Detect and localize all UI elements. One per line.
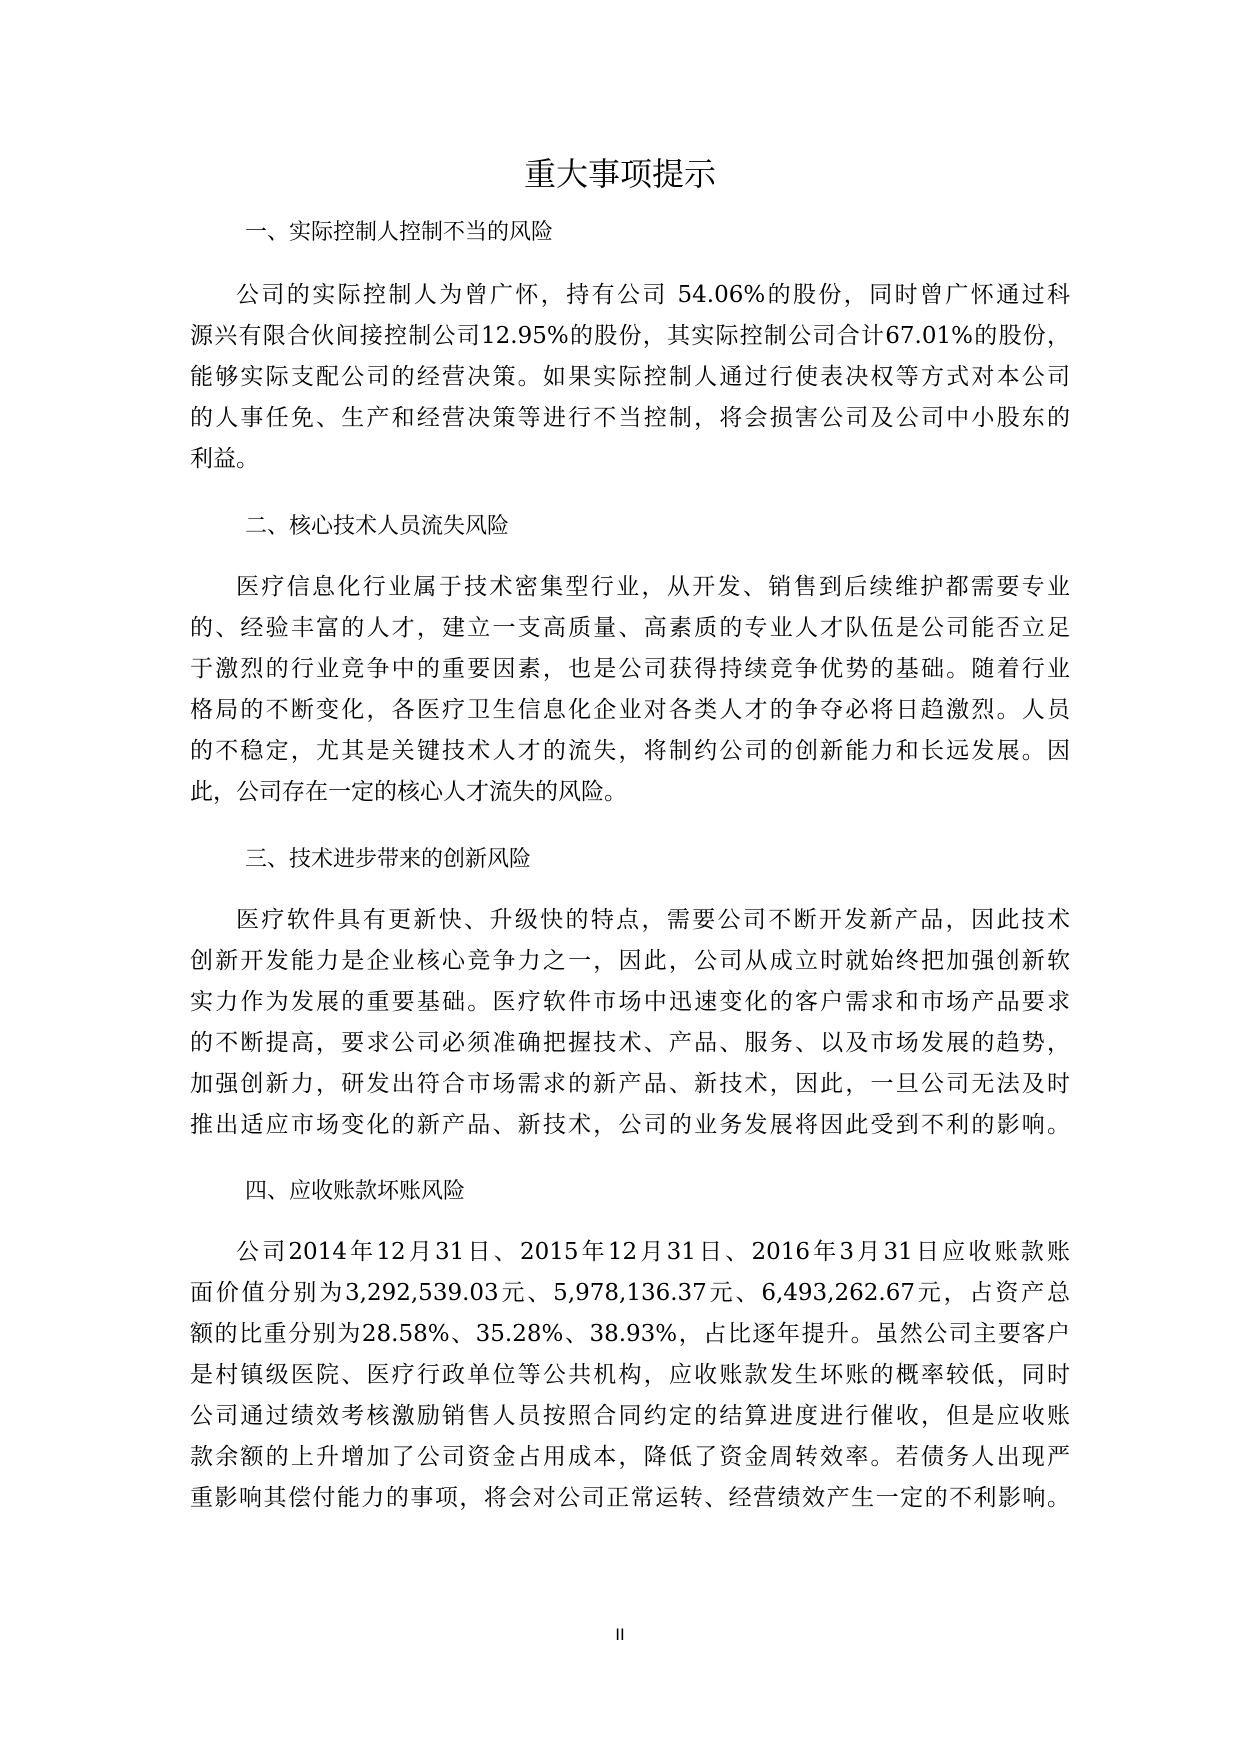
- paragraph-line: 利益。: [190, 446, 259, 472]
- paragraph-line: 款余额的上升增加了公司资金占用成本，降低了资金周转效率。若债务人出现严: [190, 1444, 1070, 1470]
- paragraph-line: 能够实际支配公司的经营决策。如果实际控制人通过行使表决权等方式对本公司: [190, 364, 1070, 390]
- paragraph-line: 于激烈的行业竞争中的重要因素，也是公司获得持续竞争优势的基础。随着行业: [190, 656, 1070, 682]
- paragraph-line: 的、经验丰富的人才，建立一支高质量、高素质的专业人才队伍是公司能否立足: [190, 615, 1070, 641]
- paragraph-line: 源兴有限合伙间接控制公司12.95%的股份，其实际控制公司合计67.01%的股份，: [190, 323, 1070, 349]
- paragraph-line: 医疗信息化行业属于技术密集型行业，从开发、销售到后续维护都需要专业: [236, 574, 1070, 600]
- section-body-3: [190, 900, 1070, 1146]
- section-heading-2: 二、核心技术人员流失风险: [245, 514, 510, 539]
- paragraph-line: 公司2014年12月31日、2015年12月31日、2016年3月31日应收账款账: [236, 1239, 1070, 1265]
- paragraph-line: 面价值分别为3,292,539.03元、5,978,136.37元、6,493,262.67元，占资产总: [190, 1280, 1070, 1306]
- paragraph-line: 公司的实际控制人为曾广怀，持有公司 54.06%的股份，同时曾广怀通过科: [236, 282, 1070, 308]
- section-body-4: [190, 1232, 1070, 1519]
- paragraph-line: 的不稳定，尤其是关键技术人才的流失，将制约公司的创新能力和长远发展。因: [190, 738, 1070, 764]
- paragraph-line: 格局的不断变化，各医疗卫生信息化企业对各类人才的争夺必将日趋激烈。人员: [190, 697, 1070, 723]
- paragraph-line: 额的比重分别为28.58%、35.28%、38.93%，占比逐年提升。虽然公司主要客户: [190, 1321, 1070, 1347]
- paragraph-line: 公司通过绩效考核激励销售人员按照合同约定的结算进度进行催收，但是应收账: [190, 1403, 1070, 1429]
- paragraph-line: 推出适应市场变化的新产品、新技术，公司的业务发展将因此受到不利的影响。: [190, 1112, 1070, 1138]
- paragraph-line: 实力作为发展的重要基础。医疗软件市场中迅速变化的客户需求和市场产品要求: [190, 989, 1070, 1015]
- paragraph-line: 加强创新力，研发出符合市场需求的新产品、新技术，因此，一旦公司无法及时: [190, 1071, 1070, 1097]
- paragraph-line: 医疗软件具有更新快、升级快的特点，需要公司不断开发新产品，因此技术: [236, 907, 1070, 933]
- page-title: 重大事项提示: [523, 155, 716, 193]
- paragraph-line: 是村镇级医院、医疗行政单位等公共机构，应收账款发生坏账的概率较低，同时: [190, 1362, 1070, 1388]
- paragraph-line: 此，公司存在一定的核心人才流失的风险。: [190, 779, 627, 805]
- page-number: II: [615, 1625, 625, 1644]
- paragraph-line: 创新开发能力是企业核心竞争力之一，因此，公司从成立时就始终把加强创新软: [190, 948, 1070, 974]
- paragraph-line: 的不断提高，要求公司必须准确把握技术、产品、服务、以及市场发展的趋势，: [190, 1030, 1070, 1056]
- section-heading-3: 三、技术进步带来的创新风险: [245, 847, 532, 872]
- section-heading-1: 一、实际控制人控制不当的风险: [245, 220, 554, 245]
- paragraph-line: 的人事任免、生产和经营决策等进行不当控制，将会损害公司及公司中小股东的: [190, 405, 1070, 431]
- section-body-2: [190, 567, 1070, 813]
- section-heading-4: 四、应收账款坏账风险: [245, 1179, 466, 1204]
- paragraph-line: 重影响其偿付能力的事项，将会对公司正常运转、经营绩效产生一定的不利影响。: [190, 1485, 1070, 1511]
- section-body-1: [190, 275, 1070, 480]
